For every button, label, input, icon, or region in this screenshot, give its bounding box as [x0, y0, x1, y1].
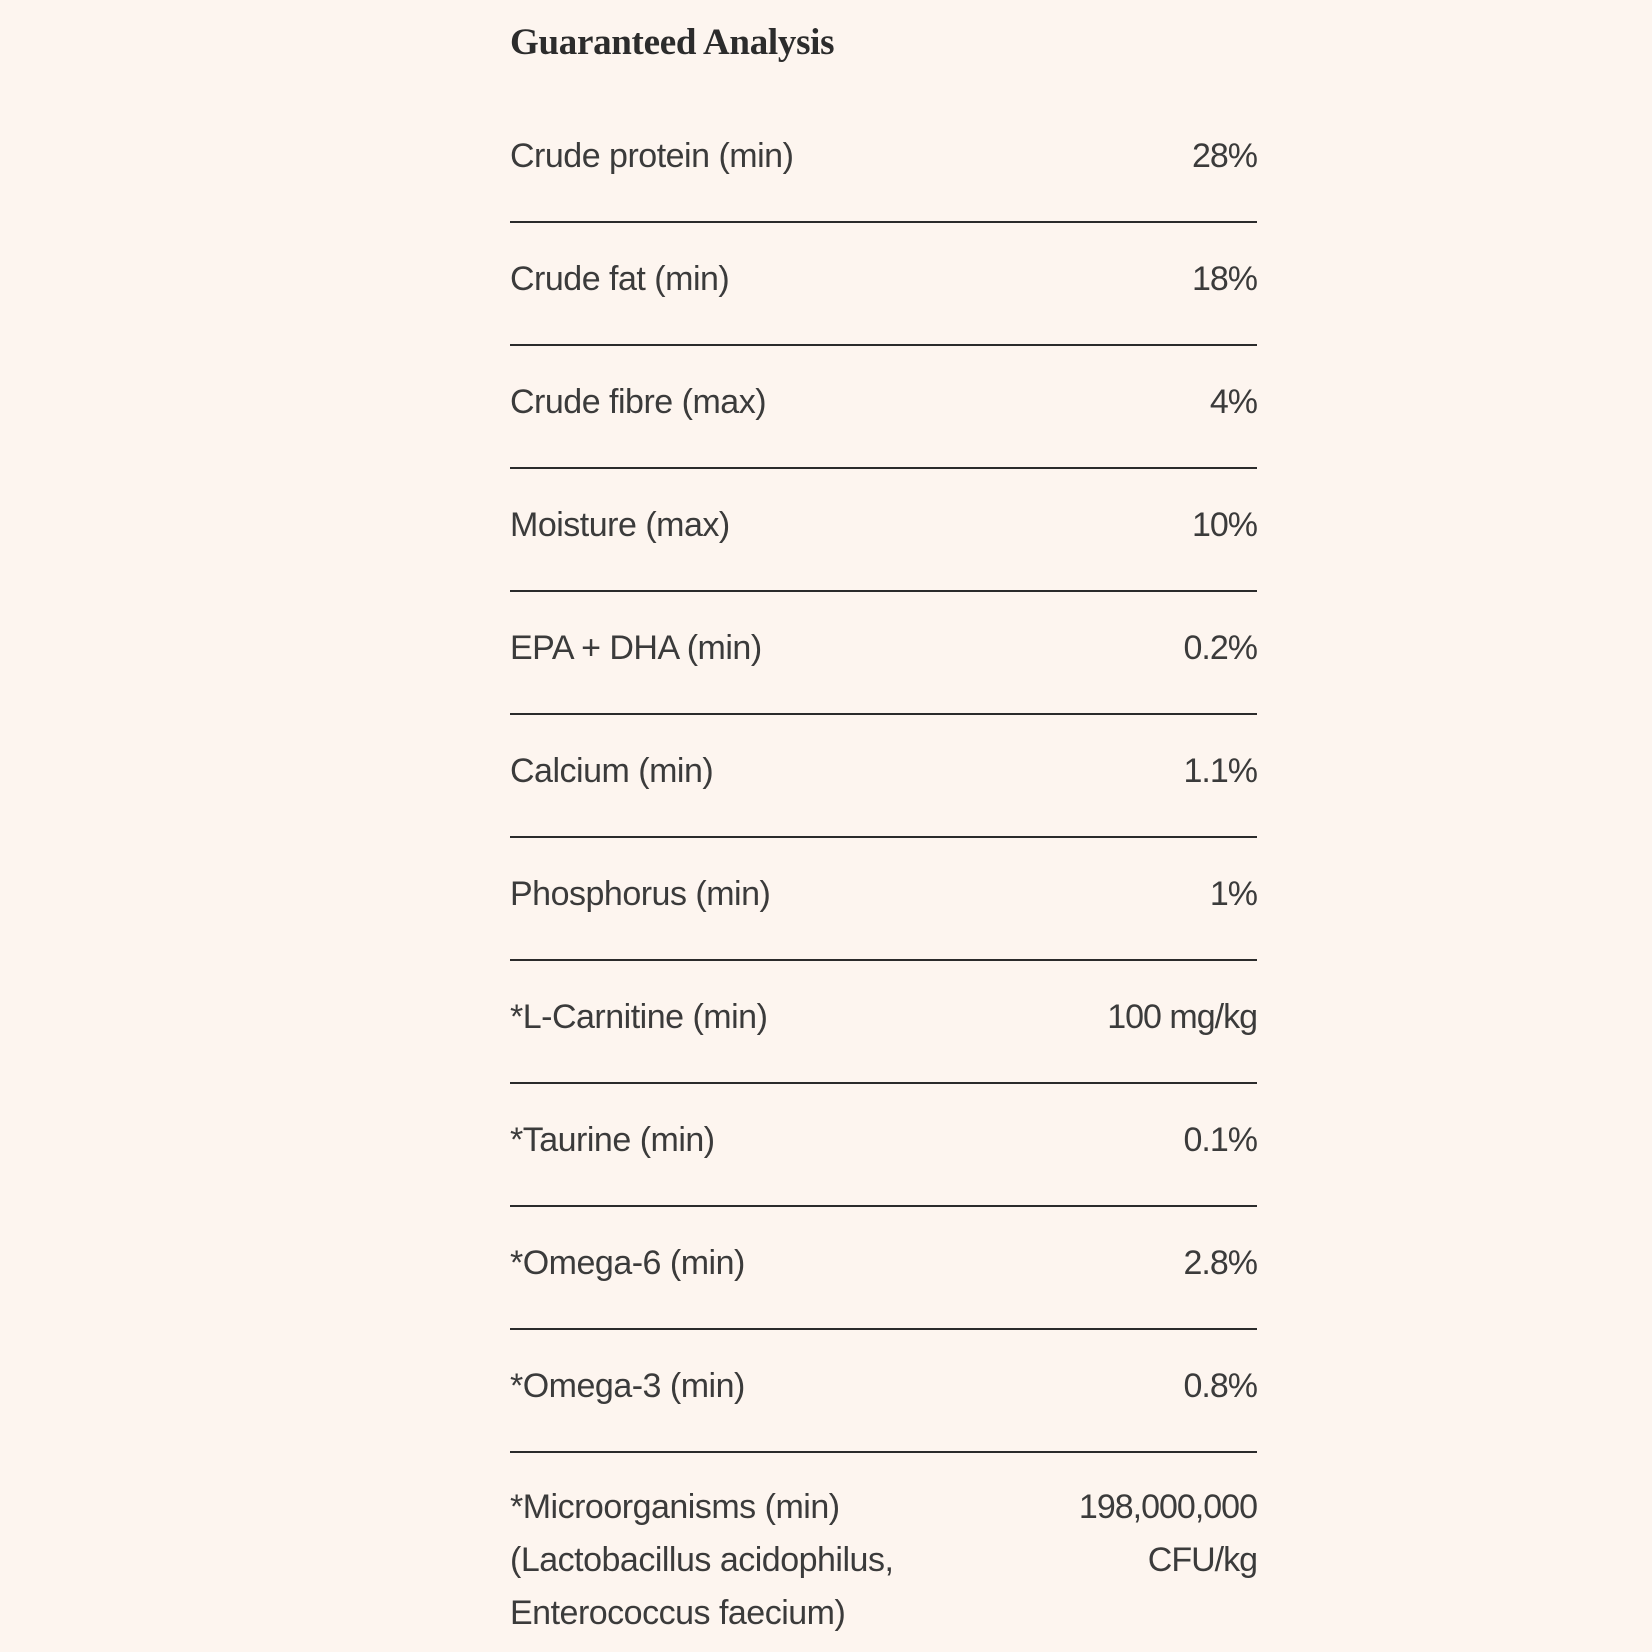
row-value: 1%	[1209, 875, 1257, 913]
row-value: 4%	[1209, 383, 1257, 421]
row-label: Crude protein (min)	[510, 137, 794, 175]
row-label: Crude fibre (max)	[510, 383, 767, 421]
analysis-row-crude-fat	[510, 223, 1257, 346]
row-label: *Taurine (min)	[510, 1121, 715, 1159]
row-label: *Microorganisms (min) (Lactobacillus acidophilus, Enterococcus faecium)	[510, 1488, 894, 1632]
row-value: 2.8%	[1183, 1244, 1257, 1282]
row-label: *Omega-6 (min)	[510, 1244, 745, 1282]
row-label: *Omega-3 (min)	[510, 1367, 745, 1405]
analysis-row-calcium	[510, 715, 1257, 838]
row-label: Crude fat (min)	[510, 260, 730, 298]
analysis-row-taurine	[510, 1084, 1257, 1207]
analysis-row-omega-3	[510, 1330, 1257, 1453]
row-label: Moisture (max)	[510, 506, 730, 544]
row-value: 10%	[1191, 506, 1257, 544]
analysis-row-moisture	[510, 469, 1257, 592]
analysis-row-omega-6	[510, 1207, 1257, 1330]
analysis-row-epa-dha	[510, 592, 1257, 715]
analysis-row-crude-fibre	[510, 346, 1257, 469]
row-value: 1.1%	[1183, 752, 1257, 790]
analysis-row-crude-protein	[510, 100, 1257, 223]
row-value: 198,000,000 CFU/kg	[1078, 1488, 1257, 1579]
row-value: 100 mg/kg	[1107, 998, 1257, 1036]
row-value: 0.2%	[1183, 629, 1257, 667]
row-label: *L-Carnitine (min)	[510, 998, 768, 1036]
row-value: 0.1%	[1183, 1121, 1257, 1159]
row-label: Calcium (min)	[510, 752, 714, 790]
row-label: EPA + DHA (min)	[510, 629, 762, 667]
row-value: 18%	[1191, 260, 1257, 298]
row-value: 28%	[1191, 137, 1257, 175]
analysis-row-microorganisms	[510, 1453, 1257, 1652]
row-value: 0.8%	[1183, 1367, 1257, 1405]
analysis-row-l-carnitine	[510, 961, 1257, 1084]
analysis-row-phosphorus	[510, 838, 1257, 961]
guaranteed-analysis-section	[510, 18, 1257, 1652]
row-label: Phosphorus (min)	[510, 875, 771, 913]
section-title: Guaranteed Analysis	[510, 22, 835, 63]
